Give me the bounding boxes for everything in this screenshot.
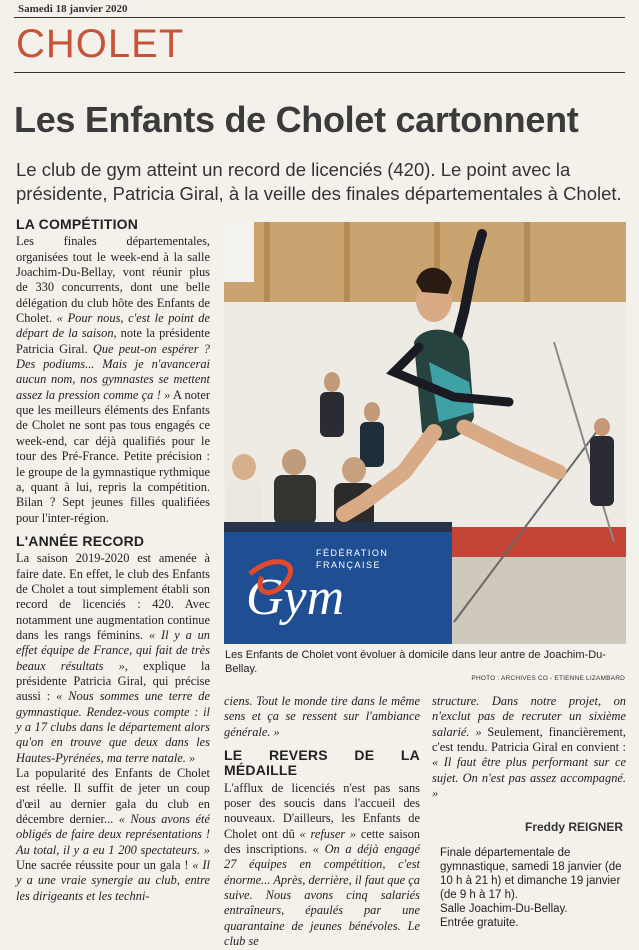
event-info-box [440,846,630,930]
subhead-revers-medaille: LE REVERS DE LA MÉDAILLE [224,747,420,779]
paragraph-competition: Les finales départementales, organisées tout le week-end à la salle Joachim-Du-Bellay, vont réunir plus de 330 concurrents, dont une belle délégation du club hôte des Enfants de Cholet. « Pour nous, c'est le point de départ de la saison, note la présidente Patricia Giral. Que peut-on espérer ? Des podiums... Mais je n'avancerai aucun nom, nos gymnastes se mettent assez la pression comme ça ! » A noter que les meilleurs éléments des Enfants de Cholet ne sont pas tous engagés ce week-end, car déjà qualifiés pour le tour des Pré-France. Petite précision : le groupe de la gymnastique rythmique a, quant à lui, repris la compétition. Bilan ? Sept jeunes filles qualifiées pour l'inter-région. [16,234,210,525]
event-venue: Salle Joachim-Du-Bellay. [440,903,568,915]
top-rule [14,17,625,18]
subhead-record-year: L'ANNÉE RECORD [16,532,145,549]
photo-credit: PHOTO : ARCHIVES CO - ETIENNE LIZAMBARD [471,675,625,682]
photo-caption: Les Enfants de Cholet vont évoluer à domicile dans leur antre de Joachim-Du-Bellay. [225,649,606,675]
article-column-1 [16,213,210,904]
page-date: Samedi 18 janvier 2020 [18,3,128,15]
gymnast-photo-illustration [224,222,626,644]
article-column-3 [432,694,626,801]
gym-logo: Gym [246,569,345,626]
subhead-competition: LA COMPÉTITION [16,216,139,232]
section-rule [14,72,625,73]
event-dates: Finale départementale de gymnastique, samedi 18 janvier (de 10 h à 21 h) et dimanche 19 janvier (de 9 h à 17 h). [440,847,622,901]
headline: Les Enfants de Cholet cartonnent [14,99,579,140]
event-price: Entrée gratuite. [440,917,519,929]
paragraph-record: La saison 2019-2020 est amenée à faire date. En effet, le club des Enfants de Cholet a tout simplement établi son record de licenciés : 420. Avec notamment une augmentation continue dans les rangs féminins. « Il y a un effet équipe de France, qui fait de très beaux résultats », explique la présidente Patricia Giral, qui précise aussi : « Nous sommes une terre de gymnastique. Rendez-vous compte : il y a 17 clubs dans le département alors qu'on en trouve que deux dans les Hautes-Pyrénées, ma terre natale. » [16,551,210,765]
article-column-2 [224,694,420,950]
banner-text-francaise: FRANÇAISE [316,560,382,570]
paragraph-popularity: La popularité des Enfants de Cholet est réelle. Il suffit de jeter un coup d'œil au dernier gala du club en décembre dernier... « Nous avons été obligés de faire deux représentations ! Au total, il y a eu 1 200 spectateurs. » Une sacrée réussite pour un gala ! « Il y a une vraie synergie au club, entre les dirigeants et les techni- [16,766,210,903]
paragraph-structure: structure. Dans notre projet, on n'exclut pas de recruter un sixième salarié. » Seulement, financièrement, c'est tendu. Patricia Giral en convient : « Il faut être plus performant sur ce sujet. On n'est pas assez accompagné. » [432,694,627,801]
paragraph-ambiance: ciens. Tout le monde tire dans le même sens et ça se ressent sur l'ambiance générale. » [224,694,420,739]
paragraph-revers: L'afflux de licenciés n'est pas sans poser des soucis dans l'accueil des nouveaux. D'ailleurs, les Enfants de Cholet ont dû « refuser » cette saison des inscriptions. « On a déjà engagé 27 équipes en compétition, c'est énorme... Après, derrière, il faut que ça suive. Nous avons cinq salariés entraîneurs, épaulés par une quarantaine de jeunes bénévoles. Le club se [224,780,420,949]
gymnast-photo [224,222,626,644]
author-signature: Freddy REIGNER [524,820,623,834]
banner-text-federation: FÉDÉRATION [316,548,389,558]
section-title: CHOLET [16,22,185,66]
standfirst: Le club de gym atteint un record de licenciés (420). Le point avec la présidente, Patricia Giral, à la veille des finales départementales à Cholet. [16,159,622,204]
